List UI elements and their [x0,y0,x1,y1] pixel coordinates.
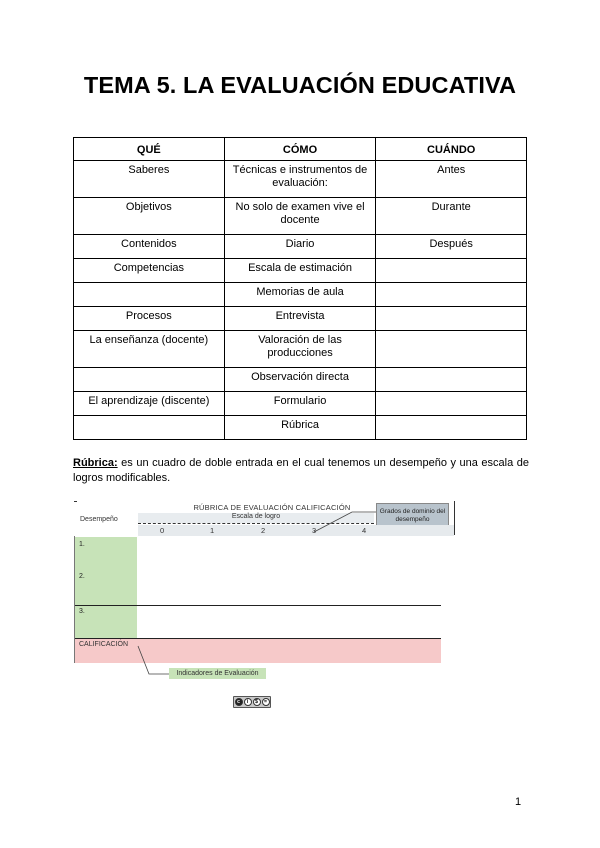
table-cell: Antes [376,161,527,198]
table-cell [74,283,225,307]
table-cell: Entrevista [224,307,376,331]
table-cell [376,283,527,307]
indicators-callout: Indicadores de Evaluación [169,668,266,679]
evaluation-table [73,137,527,440]
table-cell [376,368,527,392]
desempeno-label: Desempeño [80,516,118,523]
rubric-diagram [74,498,459,688]
table-row [74,331,527,368]
table-cell: Durante [376,198,527,235]
table-cell [376,307,527,331]
table-cell: La enseñanza (docente) [74,331,225,368]
page-title: TEMA 5. LA EVALUACIÓN EDUCATIVA [83,72,517,98]
table-row [74,392,527,416]
table-row [74,198,527,235]
header-como: CÓMO [224,138,376,161]
nc-icon: $ [253,698,261,706]
scale-number: 2 [261,526,266,535]
table-cell: Después [376,235,527,259]
rubric-diagram-title: RÚBRICA DE EVALUACIÓN CALIFICACIÓN [193,503,351,512]
table-cell: Valoración de las producciones [224,331,376,368]
table-cell: Rúbrica [224,416,376,440]
table-cell [376,392,527,416]
table-cell: Diario [224,235,376,259]
table-row [74,416,527,440]
table-cell: Formulario [224,392,376,416]
table-cell: Objetivos [74,198,225,235]
scale-number: 0 [160,526,165,535]
calificacion-label: CALIFICACIÓN [79,641,129,648]
header-cuando: CUÁNDO [376,138,527,161]
header-que: QUÉ [74,138,225,161]
grade-levels-callout: Grados de dominio del desempeño [376,503,449,529]
table-cell [74,368,225,392]
table-cell: No solo de examen vive el docente [224,198,376,235]
table-row [74,368,527,392]
table-row [74,235,527,259]
row-label: 3. [79,608,85,615]
table-cell [376,259,527,283]
grade-pointer-line [314,512,376,532]
table-cell: El aprendizaje (discente) [74,392,225,416]
table-cell [376,416,527,440]
scale-number: 4 [362,526,367,535]
table-cell: Memorias de aula [224,283,376,307]
table-cell: Técnicas e instrumentos de evaluación: [224,161,376,198]
table-cell [74,416,225,440]
rubric-definition [73,456,529,486]
table-cell: Procesos [74,307,225,331]
cc-icon: c [235,698,243,706]
table-row [74,283,527,307]
table-cell: Saberes [74,161,225,198]
nd-icon: = [262,698,270,706]
table-row [74,161,527,198]
table-cell [376,331,527,368]
row-label: 2. [79,573,85,580]
page-number: 1 [515,796,522,808]
by-icon: i [244,698,252,706]
indicators-pointer-line [138,646,169,674]
table-row [74,259,527,283]
table-row [74,307,527,331]
rubric-term: Rúbrica: [73,457,118,469]
creative-commons-license-badge [233,696,271,708]
table-header-row [74,138,527,161]
table-cell: Contenidos [74,235,225,259]
scale-label: Escala de logro [138,513,374,523]
table-cell: Competencias [74,259,225,283]
rubric-definition-text: es un cuadro de doble entrada en el cual tenemos un desempeño y una escala de logros modificables. [73,457,529,484]
table-cell: Escala de estimación [224,259,376,283]
callout-lines [74,498,459,688]
scale-number: 1 [210,526,215,535]
table-cell: Observación directa [224,368,376,392]
row-label: 1. [79,541,85,548]
scale-number: 3 [312,526,317,535]
